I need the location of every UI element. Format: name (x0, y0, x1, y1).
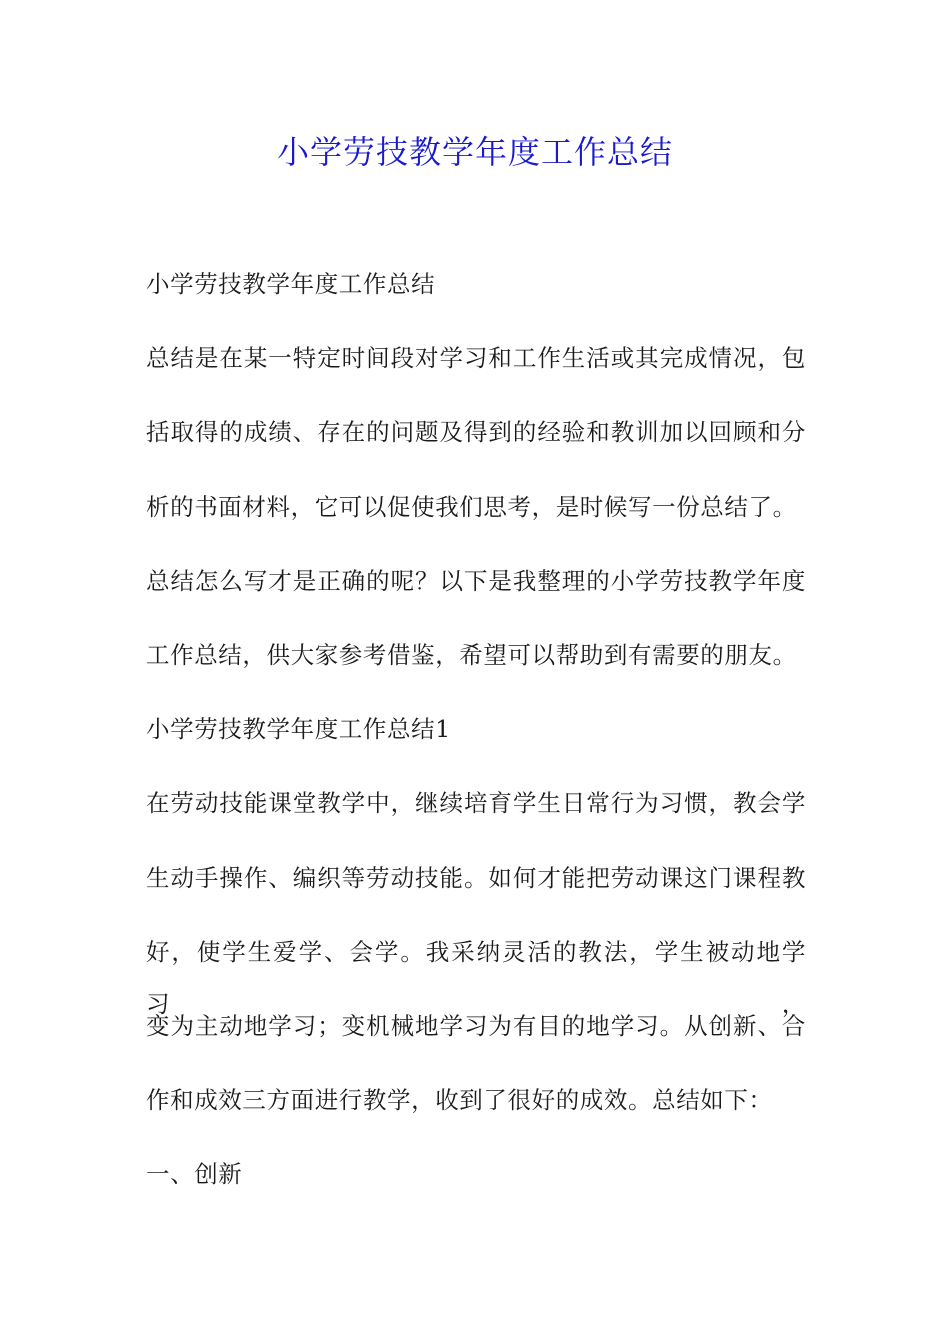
document-title: 小学劳技教学年度工作总结 (276, 133, 673, 171)
paragraph-line: 作和成效三方面进行教学，收到了很好的成效。总结如下： (146, 1086, 773, 1115)
paragraph-line: 析的书面材料，它可以促使我们思考，是时候写一份总结了。 (146, 492, 797, 521)
paragraph-line: 在劳动技能课堂教学中，继续培育学生日常行为习惯，教会学 (146, 789, 806, 818)
section-heading: 一、创新 (146, 1160, 243, 1189)
paragraph-line: 生动手操作、编织等劳动技能。如何才能把劳动课这门课程教 (146, 863, 806, 892)
paragraph-line: 变为主动地学习；变机械地学习为有目的地学习。从创新、合 (146, 1011, 806, 1040)
document-body (146, 258, 806, 1222)
paragraph-line: 括取得的成绩、存在的问题及得到的经验和教训加以回顾和分 (146, 418, 806, 447)
paragraph-line: 总结怎么写才是正确的呢？以下是我整理的小学劳技教学年度 (146, 566, 806, 595)
paragraph-line: 好，使学生爱学、会学。我采纳灵活的教法，学生被动地学习， (146, 937, 806, 1018)
section-heading: 小学劳技教学年度工作总结1 (146, 715, 451, 744)
subtitle-line: 小学劳技教学年度工作总结 (146, 270, 436, 298)
paragraph-line: 工作总结，供大家参考借鉴，希望可以帮助到有需要的朋友。 (146, 640, 797, 669)
paragraph-line: 总结是在某一特定时间段对学习和工作生活或其完成情况，包 (146, 344, 806, 373)
